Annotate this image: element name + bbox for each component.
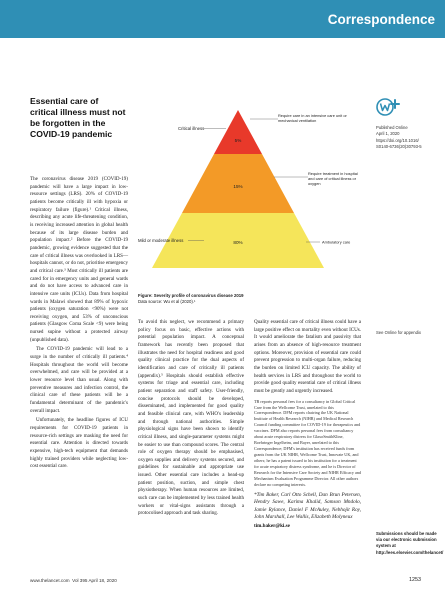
footer-journal [30, 578, 117, 583]
tier-desc-critical-wrap [278, 113, 358, 131]
tier-desc-mild: Ambulatory care [322, 239, 351, 245]
tier-pct-critical: 5% [234, 138, 242, 143]
doi-suffix[interactable]: S0140-6736(20)30793-5 [376, 143, 422, 149]
tier-pct-severe: 15% [233, 184, 243, 189]
paragraph: To avoid this neglect, we recommend a primary policy focus on basic, effective actions with potential population impact. A conceptual framework has recently been proposed that illustrates the need for hospital readiness and good quality clinical practice for the dual aspects of identification and care of critically ill patients (appendix).⁵ Hospitals should establish effective systems for triage and essential care, including patient separation and staff safety. User-friendly, concise protocols should be developed, disseminated, and implemented for good quality and feasible clinical care, with WHO's leadership and through national authorities. Simple physiological signs have been shown to identify critical illness, and single-parameter systems might be easier to use than compound scores. The central role of oxygen therapy should be emphasised, oxygen supplies and delivery systems secured, and guidelines for sustainable and appropriate use issued. Other essential care includes a head-up patient position, suction, and simple chest physiotherapy. When human resources are limited, such care can be implemented by less trained health workers or vital-signs assistants through a protocolised approach and task sharing. [138, 319, 244, 517]
tier-desc-severe-wrap [308, 171, 362, 189]
page-number: 1253 [409, 577, 421, 583]
paragraph: The COVID-19 pandemic will lead to a surge in the number of critically ill patients.⁴ Hospitals throughout the world will become overwhelmed, and care will be provided at a lower resource level than usual. Along with preventive measures and infection control, the clinical care of these patients will be a fundamental determinant of the pandemic's overall impact. [30, 346, 128, 414]
figure-caption-source: Data source: Wu et al (2020).¹ [138, 299, 196, 305]
tier-desc-critical: Require care in an intensive care unit or mechanical ventilation [278, 113, 347, 124]
published-label: Published Online [376, 125, 408, 130]
article-title: Essential care of critical illness must not be forgotten in the COVID-19 pandemic [30, 96, 126, 139]
competing-interests: TB reports personal fees for a consultancy in Global Critical Care from the Wellcome Trust, unrelated to this Correspondence. DFM reports chairing the UK National Institute of Health Research (NIHR) and Medical Research Council funding committee for COVID-19 for therapeutics and vaccines. DFM also reports personal fees from consultancy about acute respiratory distress for GlaxoSmithKline, Boehringer Ingelheim, and Bayer, unrelated to this Correspondence; DFM's institution has received funds from grants from the UK NIHR, Wellcome Trust, Innovate UK, and others; he has a patent issued to his institution for a treatment for acute respiratory distress syndrome, and he is Director of Research for the Intensive Care Society and NIHR Efficacy and Mechanism Evaluation Programme Director. All other authors declare no competing interests. [254, 398, 362, 487]
publication-meta [376, 125, 436, 150]
crossmark-logo-icon[interactable] [376, 96, 402, 118]
journal-url[interactable]: www.thelancet.com [30, 578, 70, 583]
appendix-note: See Online for appendix [376, 330, 421, 335]
figure-caption-title: Figure: Severity profile of coronavirus disease 2019 [138, 293, 244, 298]
tier-label-critical: Critical illness [178, 126, 205, 131]
section-title: Correspondence [327, 12, 435, 27]
text-column-1 [30, 176, 128, 473]
corresponding-email[interactable] [254, 523, 361, 531]
tier-pct-mild: 80% [233, 240, 243, 245]
email-link[interactable]: tim.baker@ki.se [254, 522, 290, 529]
author-list: *Tim Baker, Carl Otto Schell, Dan Brun Petersen, Hendry Sawe, Karima Khalid, Samson Mndolo, Jamie Rylance, Daniel F McAuley, Nebhojit Roy, John Marshall, Lee Wallis, Elizabeth Molyneux [254, 491, 361, 521]
published-date: April 1, 2020 [376, 131, 400, 137]
text-column-2 [138, 319, 244, 520]
volume-info: Vol 395 April 18, 2020 [72, 578, 117, 583]
paragraph: Unfortunately, the headline figures of ICU requirements for COVID-19 patients in resource-rich settings are masking the need for essential care. Attention is directed towards expensive, high-tech equipment that demands highly trained providers while neglecting low-cost essential care. [30, 417, 128, 470]
severity-pyramid-figure [138, 92, 362, 292]
header-bar [0, 0, 445, 38]
paragraph: The coronavirus disease 2019 (COVID-19) pandemic will have a large impact in low-resource settings (LRS). 20% of COVID-19 patients become critically ill with hypoxia or respiratory failure (figure).¹ Critical illness, describing any acute life-threatening condition, is receiving increased attention in global health because of its large disease burden and population impact.² Before the COVID-19 pandemic, growing evidence suggested that the care of critical illness was overlooked in LRS—hospitals cannot, or do not, prioritise emergency and critical care.³ Most critically ill patients are cared for in emergency units and general wards and do not have access to advanced care in intensive care units (ICUs). Data from hospital wards in Malawi showed that 89% of hypoxic patients (oxygen saturation <90%) were not receiving oxygen, and 53% of unconscious patients (Glasgow Coma Scale <9) were being nursed supine without a protected airway (unpublished data). [30, 176, 128, 343]
doi-link[interactable]: https://doi.org/10.1016/ [376, 137, 419, 143]
figure-caption [138, 293, 362, 305]
tier-label-mild: Mild or moderate illness [138, 238, 184, 243]
paragraph: Quality essential care of critical illness could have a large positive effect on mortality even without ICUs. It would ameliorate the fatalism and passivity that arises from an absence of high-resource treatment options. Moreover, provision of essential care could prevent progression to multi-organ failure, reducing the burden on limited ICU capacity. The ability of health services in LRS and throughout the world to provide good quality essential care of critical illness must be greatly and urgently increased. [254, 319, 361, 394]
tier-desc-severe: Require treatment in hospital and care of critical illness or oxygen [308, 171, 358, 187]
submission-note: Submissions should be made via our electronic submission system at http://ees.elsevier.com/thelancet/ [376, 531, 444, 555]
pyramid-tier-critical [214, 110, 262, 154]
text-column-3 [254, 319, 361, 531]
